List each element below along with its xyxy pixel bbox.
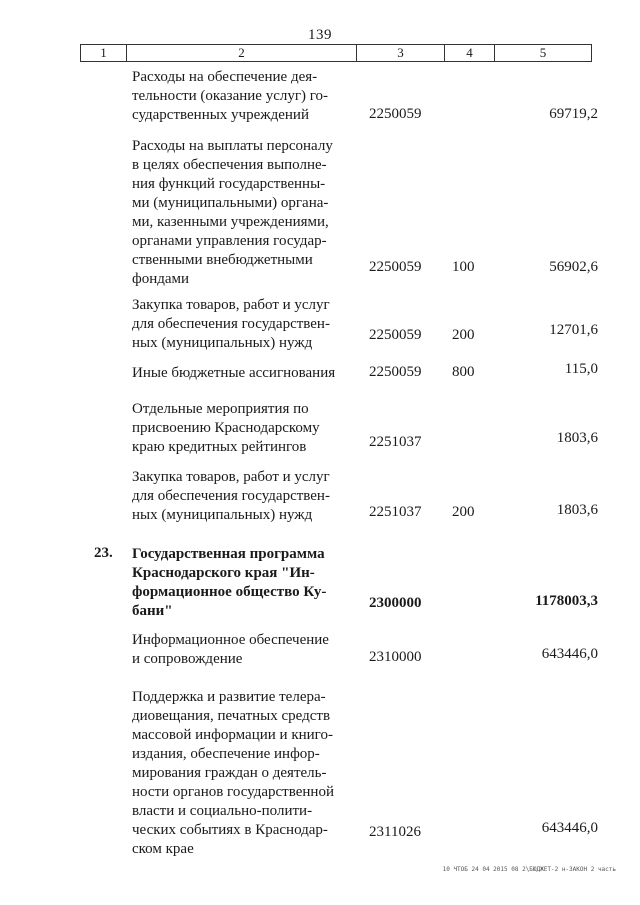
row-code: 2250059 xyxy=(369,106,422,122)
row-description: Расходы на обеспечение дея- тельности (оказание услуг) го- сударственных учреждений xyxy=(132,69,329,123)
row-description: Расходы на выплаты персоналу в целях обеспечения выполне- ния функций государственны- ми (муниципальными) органа- ми, казенными учреждениями, органами управления государ- ственными внебюджетными фондами xyxy=(132,138,333,287)
row-expense-type: 200 xyxy=(452,327,475,343)
row-expense-type: 800 xyxy=(452,364,475,380)
row-code: 2311026 xyxy=(369,824,421,840)
row-amount: 12701,6 xyxy=(549,322,598,338)
row-amount: 643446,0 xyxy=(541,646,598,662)
row-amount: 56902,6 xyxy=(549,259,598,275)
row-amount: 643446,0 xyxy=(541,820,598,836)
row-code: 2250059 xyxy=(369,327,422,343)
print-footer: 10 ЧТОБ 24 04 2015 08 2\БЮДЖЕТ-2 н-ЗАКОН 2 часть xyxy=(442,866,616,873)
row-description: Иные бюджетные ассигнования xyxy=(132,365,336,381)
row-code: 2251037 xyxy=(369,434,422,450)
row-code: 2300000 xyxy=(369,595,422,611)
row-description: Государственная программа Краснодарского края "Ин- формационное общество Ку- бани" xyxy=(132,546,327,619)
header-col-1: 1 xyxy=(81,45,127,61)
row-description: Закупка товаров, работ и услуг для обеспечения государствен- ных (муниципальных) нужд xyxy=(132,297,330,351)
header-col-5: 5 xyxy=(539,45,547,60)
row-code: 2310000 xyxy=(369,649,422,665)
header-col-4: 4 xyxy=(445,45,495,61)
row-amount: 115,0 xyxy=(564,361,598,377)
row-amount: 69719,2 xyxy=(549,106,598,122)
row-amount: 1803,6 xyxy=(556,430,598,446)
header-col-3: 3 xyxy=(357,45,445,61)
header-col-2: 2 xyxy=(127,45,357,61)
table-header xyxy=(80,44,592,62)
row-code: 2250059 xyxy=(369,259,422,275)
row-description: Закупка товаров, работ и услуг для обеспечения государствен- ных (муниципальных) нужд xyxy=(132,469,330,523)
row-expense-type: 200 xyxy=(452,504,475,520)
row-description: Отдельные мероприятия по присвоению Краснодарскому краю кредитных рейтингов xyxy=(132,401,320,455)
row-description: Поддержка и развитие телера- диовещания, печатных средств массовой информации и книго- издания, обеспечение инфор- мирования граждан о деятель- ности органов государственной власти и социально-полити- ческих событиях в Краснодар- ском крае xyxy=(132,689,334,857)
row-amount: 1178003,3 xyxy=(535,593,598,609)
row-expense-type: 100 xyxy=(452,259,475,275)
row-code: 2251037 xyxy=(369,504,422,520)
row-code: 2250059 xyxy=(369,364,422,380)
row-number: 23. xyxy=(94,545,113,561)
row-amount: 1803,6 xyxy=(556,502,598,518)
row-description: Информационное обеспечение и сопровождение xyxy=(132,632,329,667)
page-number: 139 xyxy=(308,27,332,43)
